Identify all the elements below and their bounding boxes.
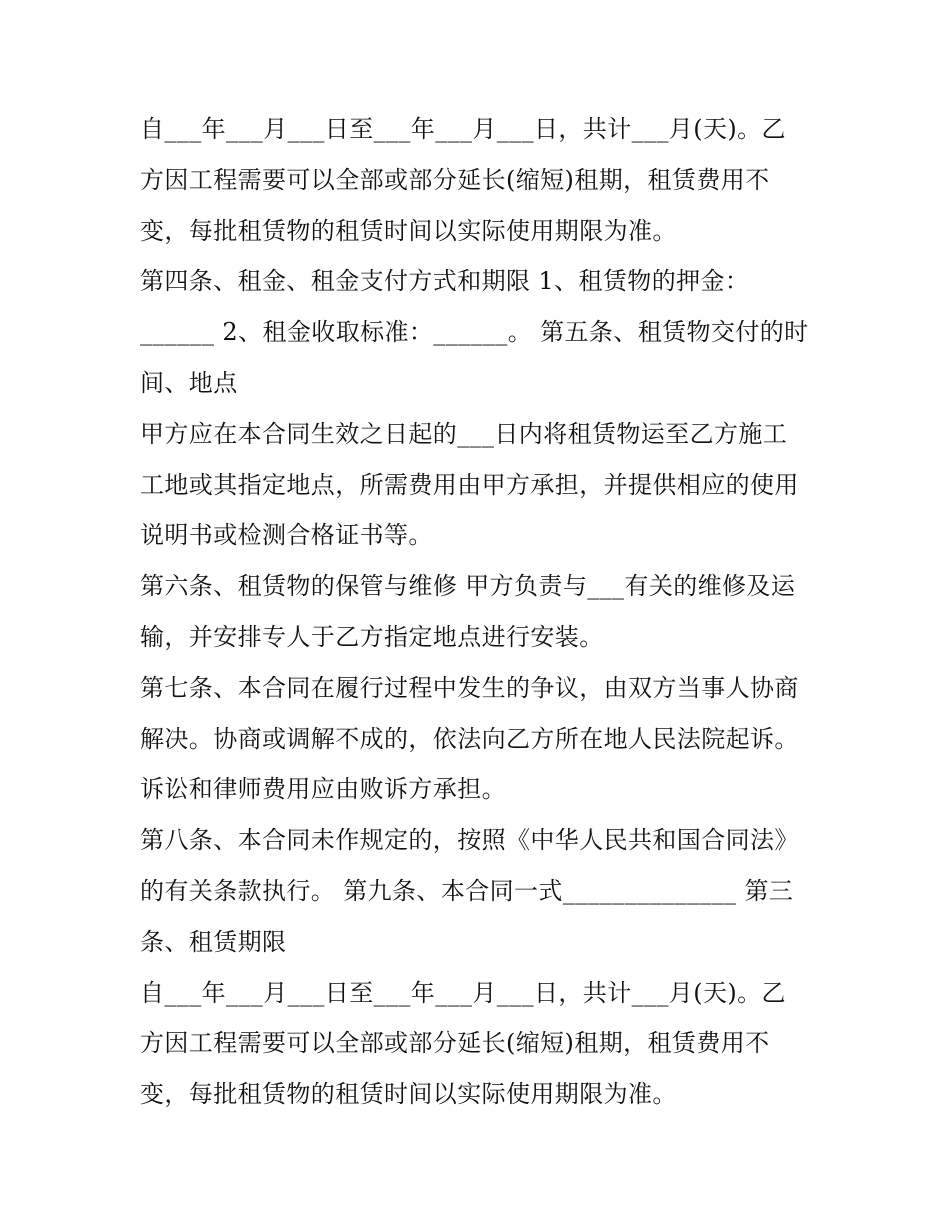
text-line: 诉讼和律师费用应由败诉方承担。 xyxy=(140,775,506,804)
text-line: 自___年___月___日至___年___月___日，共计___月(天)。乙 xyxy=(140,978,786,1007)
text-line: 第七条、本合同在履行过程中发生的争议，由双方当事人协商 xyxy=(140,673,799,702)
text-line: 解决。协商或调解不成的，依法向乙方所在地人民法院起诉。 xyxy=(140,724,799,753)
text-line: 第六条、租赁物的保管与维修 甲方负责与___有关的维修及运 xyxy=(140,572,796,601)
text-line: 输，并安排专人于乙方指定地点进行安装。 xyxy=(140,622,604,651)
document-body xyxy=(140,104,830,1120)
text-line: 甲方应在本合同生效之日起的___日内将租赁物运至乙方施工 xyxy=(140,419,788,448)
text-line: 的有关条款执行。 第九条、本合同一式______________ 第三 xyxy=(140,876,794,905)
text-line: 变，每批租赁物的租赁时间以实际使用期限为准。 xyxy=(140,216,677,245)
text-line: 方因工程需要可以全部或部分延长(缩短)租期，租赁费用不 xyxy=(140,1029,770,1058)
text-line: 条、租赁期限 xyxy=(140,927,287,956)
text-line: 变，每批租赁物的租赁时间以实际使用期限为准。 xyxy=(140,1080,677,1109)
text-line: 方因工程需要可以全部或部分延长(缩短)租期，租赁费用不 xyxy=(140,165,770,194)
text-line: ______ 2、租金收取标准：______。 第五条、租赁物交付的时 xyxy=(140,318,809,347)
text-line: 第八条、本合同未作规定的，按照《中华人民共和国合同法》 xyxy=(140,826,799,855)
text-line: 第四条、租金、租金支付方式和期限 1、租赁物的押金： xyxy=(140,267,750,296)
text-line: 工地或其指定地点，所需费用由甲方承担，并提供相应的使用 xyxy=(140,470,799,499)
text-line: 间、地点 xyxy=(140,368,238,397)
text-line: 自___年___月___日至___年___月___日，共计___月(天)。乙 xyxy=(140,115,786,143)
text-line: 说明书或检测合格证书等。 xyxy=(140,521,433,550)
